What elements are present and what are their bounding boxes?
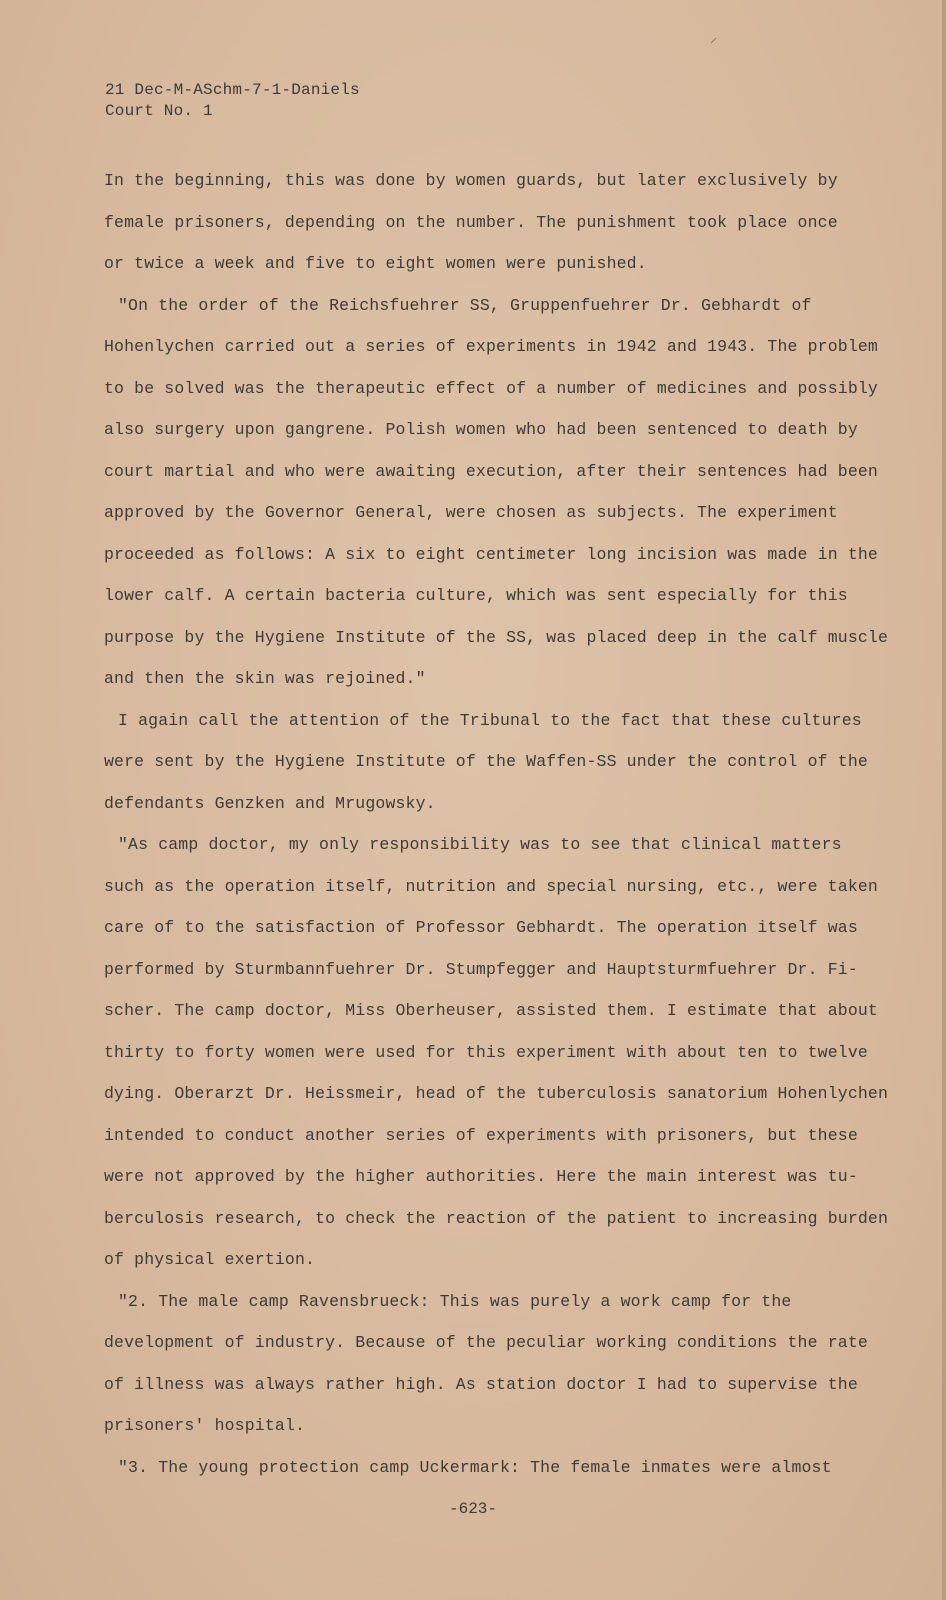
text-line: proceeded as follows: A six to eight centimeter long incision was made in the bbox=[104, 544, 878, 564]
text-line: development of industry. Because of the peculiar working conditions the rate bbox=[104, 1333, 868, 1352]
paper-mark: ⸝ bbox=[710, 31, 717, 47]
text-line: of physical exertion. bbox=[104, 1250, 316, 1269]
text-line: thirty to forty women were used for this experiment with about ten to twelve bbox=[104, 1042, 868, 1062]
text-line: "On the order of the Reichsfuehrer SS, Gruppenfuehrer Dr. Gebhardt of bbox=[118, 295, 812, 315]
text-line: and then the skin was rejoined." bbox=[104, 669, 426, 688]
text-line: to be solved was the therapeutic effect of a number of medicines and possibly bbox=[104, 378, 878, 398]
text-line: In the beginning, this was done by women guards, but later exclusively by bbox=[104, 171, 838, 190]
text-line: dying. Oberarzt Dr. Heissmeir, head of the tuberculosis sanatorium Hohenlychen bbox=[104, 1084, 889, 1103]
text-line: defendants Genzken and Mrugowsky. bbox=[104, 793, 436, 813]
text-line: such as the operation itself, nutrition and special nursing, etc., were taken bbox=[104, 876, 878, 896]
text-line: berculosis research, to check the reaction of the patient to increasing burden bbox=[104, 1208, 889, 1228]
text-line: intended to conduct another series of experiments with prisoners, but these bbox=[104, 1125, 858, 1145]
header-reference: 21 Dec-M-ASchm-7-1-Daniels bbox=[105, 81, 360, 99]
text-line: purpose by the Hygiene Institute of the SS, was placed deep in the calf muscle bbox=[104, 627, 889, 647]
text-line: "3. The young protection camp Uckermark: The female inmates were almost bbox=[118, 1457, 832, 1477]
text-line: also surgery upon gangrene. Polish women who had been sentenced to death by bbox=[104, 420, 858, 439]
text-line: female prisoners, depending on the number. The punishment took place once bbox=[104, 212, 838, 232]
text-line: were not approved by the higher authorities. Here the main interest was tu- bbox=[104, 1167, 858, 1186]
text-line: scher. The camp doctor, Miss Oberheuser, assisted them. I estimate that about bbox=[104, 1001, 878, 1020]
text-line: were sent by the Hygiene Institute of the Waffen-SS under the control of the bbox=[104, 752, 868, 771]
text-line: or twice a week and five to eight women were punished. bbox=[104, 254, 647, 273]
text-line: care of to the satisfaction of Professor Gebhardt. The operation itself was bbox=[104, 918, 858, 937]
document-body bbox=[104, 160, 894, 1488]
text-line: of illness was always rather high. As station doctor I had to supervise the bbox=[104, 1374, 858, 1394]
text-line: lower calf. A certain bacteria culture, which was sent especially for this bbox=[104, 586, 848, 605]
text-line: "As camp doctor, my only responsibility was to see that clinical matters bbox=[118, 835, 842, 854]
page-number: -623- bbox=[448, 1500, 497, 1518]
page-edge bbox=[942, 0, 946, 1600]
text-line: prisoners' hospital. bbox=[104, 1416, 306, 1435]
text-line: I again call the attention of the Tribunal to the fact that these cultures bbox=[118, 710, 862, 730]
text-line: "2. The male camp Ravensbrueck: This was purely a work camp for the bbox=[118, 1291, 792, 1311]
text-line: performed by Sturmbannfuehrer Dr. Stumpfegger and Hauptsturmfuehrer Dr. Fi- bbox=[104, 959, 858, 979]
header-court: Court No. 1 bbox=[105, 102, 213, 120]
document-header bbox=[105, 80, 360, 122]
text-line: approved by the Governor General, were chosen as subjects. The experiment bbox=[104, 503, 838, 522]
text-line: Hohenlychen carried out a series of experiments in 1942 and 1943. The problem bbox=[104, 337, 878, 356]
text-line: court martial and who were awaiting execution, after their sentences had been bbox=[104, 461, 878, 481]
